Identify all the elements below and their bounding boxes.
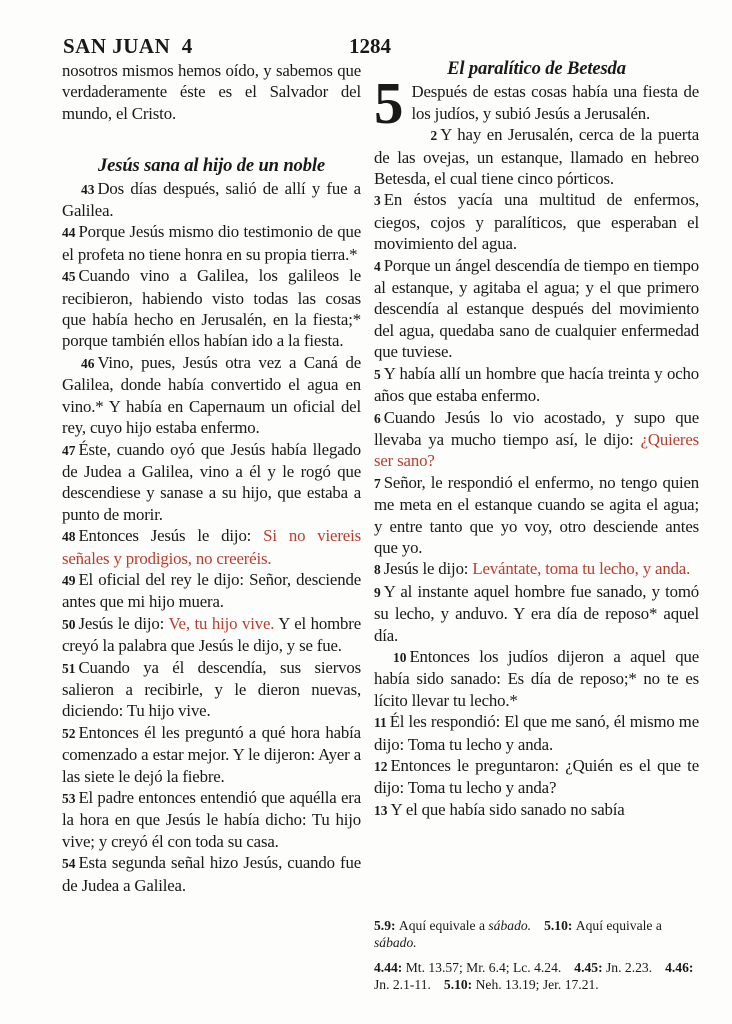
right-text-column [374, 58, 699, 1018]
verse [374, 363, 699, 407]
verse-text-segment: Jn. 2.1-11. [374, 977, 431, 993]
verse-number: 7 [374, 475, 381, 491]
verse-text-segment: En éstos yacía una multitud de enfermos, ciegos, cojos y paralíticos, que esperaban el movimiento del agua. [374, 190, 699, 254]
verse-text-segment: Aquí equivale a [398, 917, 489, 933]
verse-text-segment: Él les respondió: El que me sanó, él mismo me dijo: Toma tu lecho y anda. [374, 712, 699, 754]
red-letter-text: ¿Quieres ser sano? [374, 429, 699, 471]
red-letter-text: Ve, tu hijo vive. [168, 613, 275, 633]
verse [374, 581, 699, 646]
verse-text-segment: Esta segunda señal hizo Jesús, cuando fue de Judea a Galilea. [62, 853, 361, 895]
verse-number: 5 [374, 366, 381, 382]
verse [62, 722, 361, 787]
verse-number: 45 [62, 269, 76, 285]
verse-number: 8 [374, 562, 381, 578]
verse-text-segment: Cuando vino a Galilea, los galileos le recibieron, habiendo visto todas las cosas que había hecho en Jerusalén, en la fiesta;* porque también ellos habían ido a la fiesta. [62, 266, 361, 351]
verse-text-segment: Jn. 2.23. [606, 960, 653, 976]
verse [374, 189, 699, 254]
verse-text-segment: Vino, pues, Jesús otra vez a Caná de Galilea, donde había convertido el agua en vino.* Y había en Capernaum un oficial del rey, cuyo hijo estaba enfermo. [62, 352, 361, 438]
verse-number: 11 [374, 715, 387, 731]
header-book-chapter: SAN JUAN 4 [63, 34, 193, 58]
verse [62, 852, 361, 896]
verse-text-segment: Jesús le dijo: [383, 559, 473, 579]
verse-text-segment: Entonces él les preguntó a qué hora había comenzado a estar mejor. Y le dijeron: Ayer a las siete le dejó la fiebre. [62, 722, 361, 786]
verse-text-segment: El oficial del rey le dijo: Señor, desciende antes que mi hijo muera. [62, 569, 361, 612]
chapter-number-dropcap: 5 [374, 70, 404, 137]
verse-number: 12 [374, 759, 388, 774]
verse-text-segment: Dos días después, salió de allí y fue a Galilea. [62, 178, 361, 221]
header-page-number: 1284 [349, 34, 391, 58]
footnote-entry [444, 977, 599, 992]
verse-number: 9 [374, 584, 381, 600]
verse-number: 46 [81, 355, 95, 371]
verse [62, 613, 361, 657]
footnote-entry [374, 918, 531, 933]
verse [374, 472, 699, 559]
verse-number: 43 [81, 181, 95, 197]
footnote-reference: 5.10: [544, 917, 576, 933]
verse [374, 407, 699, 472]
verse-text-segment: Jesús le dijo: [78, 613, 169, 633]
verse-number: 49 [62, 572, 76, 588]
footnotes-section [374, 918, 699, 1018]
verse [374, 646, 699, 711]
section-heading-right: El paralítico de Betesda [447, 58, 626, 79]
verse [62, 178, 361, 222]
verse-text-segment: Aquí equivale a [575, 917, 662, 933]
verse-text-segment: Mt. 13.57; Mr. 6.4; Lc. 4.24. [405, 960, 562, 976]
verse-number: 3 [374, 193, 381, 209]
verse-text-segment: Cuando Jesús lo vio acostado, y supo que llevaba ya mucho tiempo así, le dijo: [374, 407, 699, 449]
verse-number: 2 [430, 128, 438, 144]
left-text-column [62, 60, 361, 1018]
verse-continuation-text: nosotros mismos hemos oído, y sabemos que verdaderamente éste es el Salvador del mundo, el Cristo. [62, 61, 361, 123]
verse [62, 525, 361, 569]
footnote-reference: 5.9: [374, 917, 399, 933]
verse-number: 52 [62, 725, 76, 741]
verse-text-segment: Y al instante aquel hombre fue sanado, y tomó su lecho, y anduvo. Y era día de reposo* aquel día. [374, 581, 699, 645]
verse-number: 48 [62, 529, 76, 545]
verse-text-segment: Entonces Jesús le dijo: [78, 526, 264, 546]
verse-text-segment: Señor, le respondió el enfermo, no tengo quien me meta en el estanque cuando se agita el agua; y entre tanto que yo voy, otro desciende antes que yo. [374, 472, 699, 557]
verse-text-segment: Éste, cuando oyó que Jesús había llegado de Judea a Galilea, vino a él y le rogó que descendiese y sanase a su hijo, que estaba a punto de morir. [62, 439, 361, 524]
verse-number: 13 [374, 802, 388, 818]
verse-number: 53 [62, 791, 76, 806]
verse [374, 124, 699, 189]
italic-text: sábado. [488, 917, 532, 933]
right-verses-block [374, 70, 699, 821]
verse-text-segment: Y hay en Jerusalén, cerca de la puerta de las ovejas, un estanque, llamado en hebreo Betesda, el cual tiene cinco pórticos. [374, 125, 699, 189]
verse-text-segment: Porque Jesús mismo dio testimonio de que el profeta no tiene honra en su propia tierra.* [62, 222, 361, 264]
running-header [0, 34, 732, 60]
red-letter-text: Si no viereis señales y prodigios, no creeréis. [62, 526, 361, 568]
verse-text-segment: Entonces los judíos dijeron a aquel que había sido sanado: Es día de reposo;* no te es lícito llevar tu lecho.* [374, 646, 699, 710]
verse-text-segment: Cuando ya él descendía, sus siervos salieron a recibirle, y le dieron nuevas, diciendo: Tu hijo vive. [62, 657, 361, 721]
verse-number: 4 [374, 258, 381, 274]
red-letter-text: Levántate, toma tu lecho, y anda. [472, 559, 691, 579]
verse-text-segment: Y había allí un hombre que hacía treinta y ocho años que estaba enfermo. [374, 363, 699, 406]
verse-number: 50 [62, 616, 76, 632]
verse [374, 70, 699, 137]
section-heading-left: Jesús sana al hijo de un noble [98, 155, 325, 177]
verse [62, 439, 361, 526]
verse-text-segment: Y el hombre creyó la palabra que Jesús le dijo, y se fue. [62, 613, 362, 656]
footnote-reference: 4.46: [665, 960, 694, 976]
footnote-reference: 4.44: [374, 960, 406, 976]
verse-number: 51 [62, 660, 76, 676]
verse [374, 255, 699, 363]
verse-number: 10 [393, 649, 407, 665]
verse [374, 711, 699, 755]
verse [374, 799, 699, 821]
verse-text-segment: Entonces le preguntaron: ¿Quién es el que te dijo: Toma tu lecho y anda? [374, 756, 699, 798]
left-verses-block [62, 178, 361, 896]
cross-references-group [374, 960, 699, 994]
italic-text: sábado. [374, 934, 417, 950]
footnote-entry [374, 960, 561, 975]
verse [62, 569, 361, 613]
footnote-reference: 5.10: [443, 977, 476, 993]
verse-number: 6 [374, 410, 381, 426]
verse-text-segment: Después de estas cosas había una fiesta de los judíos, y subió Jesús a Jerusalén. [411, 82, 699, 123]
verse [374, 558, 699, 580]
verse-number: 54 [62, 856, 76, 872]
footnote-entry [574, 960, 652, 975]
verse [62, 265, 361, 352]
verse [62, 352, 361, 439]
verse-text-segment: Neh. 13.19; Jer. 17.21. [475, 977, 599, 993]
verse [62, 657, 361, 722]
verse-text-segment: El padre entonces entendió que aquélla era la hora en que Jesús le había dicho: Tu hijo vive; y creyó él con toda su casa. [62, 788, 361, 851]
verse [374, 755, 699, 799]
verse [62, 221, 361, 265]
verse-text-segment: Y el que había sido sanado no sabía [390, 799, 625, 819]
study-notes-group [374, 918, 699, 952]
verse-text-segment: Porque un ángel descendía de tiempo en tiempo al estanque, y agitaba el agua; y el que primero descendía al estanque después del movimiento del agua, quedaba sano de cualquier enfermedad que tuviese. [374, 255, 699, 362]
footnote-reference: 4.45: [574, 960, 607, 976]
verse [62, 787, 361, 852]
verse-number: 47 [62, 442, 76, 458]
verse-number: 44 [62, 225, 76, 241]
